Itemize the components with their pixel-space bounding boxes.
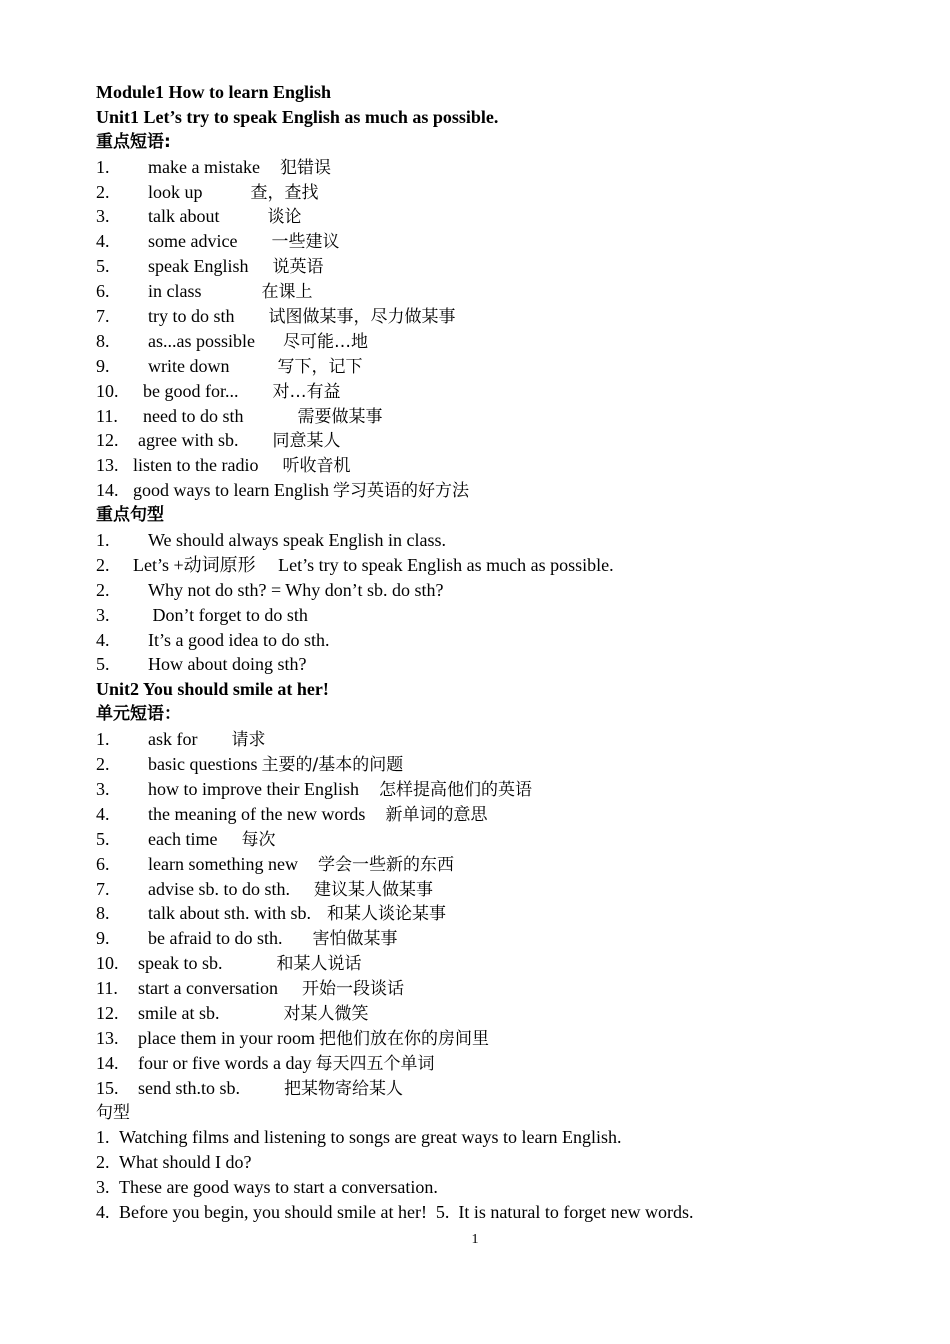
phrase-chinese: 在课上 [261,282,313,303]
unit2-sentences-heading: 句型 [96,1102,130,1123]
phrase-english: place them in your room [138,1027,315,1048]
phrase-english: each time [148,828,218,849]
phrase-chinese: 听收音机 [282,456,351,477]
sentence-item [96,1125,876,1150]
phrase-number: 6. [96,281,110,302]
sentence-text: Watching films and listening to songs are great ways to learn English. [119,1127,622,1148]
phrase-item [96,428,876,453]
sentence-text: How about doing sth? [148,654,307,675]
phrase-chinese: 试图做某事，尽力做某事 [268,307,456,328]
phrase-number: 5. [96,828,110,849]
phrase-chinese: 谈论 [267,207,302,228]
phrase-english: ask for [148,729,198,750]
sentence-number: 2. [96,1152,110,1173]
phrase-number: 3. [96,206,110,227]
sentence-item [96,528,876,553]
phrase-item [96,329,876,354]
phrase-number: 8. [96,903,110,924]
phrase-english: listen to the radio [133,455,259,476]
phrase-number: 12. [96,1002,119,1023]
sentence-number: 2. [96,554,110,575]
phrase-item [96,802,876,827]
phrase-english: as...as possible [148,330,255,351]
sentence-text: Don’t forget to do sth [148,604,308,625]
phrase-english: learn something new [148,853,298,874]
phrase-english: speak to sb. [138,953,223,974]
phrase-item [96,1026,876,1051]
phrase-chinese: 把某物寄给某人 [284,1078,404,1099]
sentence-text: We should always speak English in class. [148,530,447,551]
phrase-item [96,155,876,180]
phrase-number: 1. [96,729,110,750]
unit2-phrase-list [96,727,876,1100]
phrase-chinese: 开始一段谈话 [301,979,404,1000]
phrase-chinese: 犯错误 [279,157,331,178]
phrase-item [96,180,876,205]
phrase-english: try to do sth [148,306,235,327]
unit1-phrase-list [96,155,876,503]
phrase-chinese: 学习英语的好方法 [332,481,469,502]
phrase-number: 3. [96,778,110,799]
phrase-chinese: 和某人说话 [276,954,362,975]
phrase-item [96,752,876,777]
phrase-chinese: 建议某人做某事 [314,879,433,900]
phrase-item [96,727,876,752]
phrase-number: 10. [96,380,119,401]
phrase-chinese: 查，查找 [250,182,319,203]
phrase-chinese: 需要做某事 [297,406,383,427]
phrase-english: good ways to learn English [133,480,329,501]
phrase-item [96,777,876,802]
sentence-item [96,652,876,677]
sentence-item [96,628,876,653]
phrase-english: write down [148,355,230,376]
phrase-english: agree with sb. [138,430,239,451]
phrase-item [96,827,876,852]
sentence-item [96,1200,876,1225]
phrase-number: 14. [96,480,119,501]
phrase-chinese: 说英语 [272,257,324,278]
phrase-number: 13. [96,455,119,476]
phrase-english: speak English [148,256,249,277]
phrase-chinese: 和某人谈论某事 [327,904,446,925]
phrase-english: advise sb. to do sth. [148,878,290,899]
phrase-chinese: 学会一些新的东西 [317,854,454,875]
phrase-item [96,379,876,404]
sentence-number: 1. [96,1127,110,1148]
phrase-number: 14. [96,1052,119,1073]
unit1-title: Unit1 Let’s try to speak English as much as possible. [96,106,499,127]
unit1-sentence-list [96,528,876,677]
module-title: Module1 How to learn English [96,82,332,102]
phrase-item [96,229,876,254]
phrase-number: 6. [96,853,110,874]
phrase-english: in class [148,281,202,302]
phrase-number: 2. [96,181,110,202]
phrase-item [96,976,876,1001]
sentence-number: 5. [96,654,110,675]
document-content [96,80,876,1225]
phrase-english: send sth.to sb. [138,1077,241,1098]
phrase-number: 5. [96,256,110,277]
phrase-chinese: 同意某人 [272,431,341,452]
phrase-item [96,1001,876,1026]
sentence-number: 3. [96,1177,110,1198]
phrase-item [96,877,876,902]
unit2-phrases-heading: 单元短语： [96,704,181,725]
phrase-english: four or five words a day [138,1052,312,1073]
phrase-chinese: 对…有益 [272,381,341,402]
phrase-english: be afraid to do sth. [148,928,283,949]
phrase-item [96,852,876,877]
phrase-item [96,404,876,429]
phrase-chinese: 每天四五个单词 [315,1053,435,1074]
phrase-chinese: 请求 [231,730,266,751]
phrase-english: start a conversation [138,978,278,999]
phrase-item [96,1076,876,1101]
page-number: 1 [471,1232,479,1247]
phrase-item [96,453,876,478]
phrase-number: 4. [96,803,110,824]
phrase-number: 13. [96,1027,119,1048]
phrase-item [96,478,876,503]
phrase-number: 11. [96,978,118,999]
phrase-item [96,901,876,926]
phrase-item [96,354,876,379]
sentence-number: 2. [96,579,110,600]
phrase-chinese: 尽可能…地 [283,331,368,352]
phrase-english: smile at sb. [138,1002,220,1023]
phrase-english: look up [148,181,203,202]
sentence-item [96,578,876,603]
unit2-title: Unit2 You should smile at her! [96,679,329,700]
phrase-chinese: 对某人微笑 [283,1003,369,1024]
phrase-chinese: 怎样提高他们的英语 [378,779,532,800]
phrase-english: basic questions [148,754,258,775]
phrase-number: 2. [96,754,110,775]
phrase-number: 9. [96,928,110,949]
phrase-item [96,926,876,951]
sentence-item [96,1175,876,1200]
sentence-number: 4. [96,1202,110,1223]
phrase-english: talk about [148,206,220,227]
phrase-number: 8. [96,330,110,351]
phrase-item [96,304,876,329]
phrase-number: 7. [96,306,110,327]
phrase-number: 10. [96,953,119,974]
phrase-number: 9. [96,355,110,376]
unit1-phrases-heading: 重点短语: [96,131,171,152]
phrase-number: 15. [96,1077,119,1098]
sentence-text: What should I do? [119,1152,252,1173]
phrase-chinese: 写下，记下 [277,356,363,377]
phrase-number: 4. [96,231,110,252]
sentence-number: 4. [96,629,110,650]
sentence-item [96,603,876,628]
sentence-item [96,1150,876,1175]
phrase-english: some advice [148,231,238,252]
phrase-chinese: 新单词的意思 [385,804,488,825]
phrase-item [96,1051,876,1076]
phrase-chinese: 每次 [241,829,276,850]
phrase-item [96,951,876,976]
sentence-number: 3. [96,604,110,625]
unit2-sentence-list [96,1125,876,1225]
phrase-item [96,279,876,304]
phrase-chinese: 害怕做某事 [312,929,398,950]
sentence-text: It’s a good idea to do sth. [148,629,330,650]
phrase-number: 11. [96,405,118,426]
phrase-chinese: 主要的/基本的问题 [261,755,404,776]
phrase-english: need to do sth [143,405,244,426]
phrase-number: 12. [96,430,119,451]
sentence-number: 1. [96,530,110,551]
sentence-text: Before you begin, you should smile at her! 5. It is natural to forget new words. [119,1202,694,1223]
phrase-number: 1. [96,156,110,177]
phrase-item [96,204,876,229]
sentence-text: Let’s +动词原形 Let’s try to speak English as much as possible. [133,554,614,575]
sentence-text: These are good ways to start a conversation. [119,1177,438,1198]
phrase-chinese: 一些建议 [271,232,340,253]
phrase-english: the meaning of the new words [148,803,366,824]
phrase-chinese: 把他们放在你的房间里 [318,1028,489,1049]
phrase-english: how to improve their English [148,778,359,799]
phrase-number: 7. [96,878,110,899]
phrase-english: make a mistake [148,156,260,177]
sentence-item [96,553,876,578]
sentence-text: Why not do sth? = Why don’t sb. do sth? [148,579,444,600]
phrase-english: talk about sth. with sb. [148,903,311,924]
phrase-english: be good for... [143,380,239,401]
unit1-sentences-heading: 重点句型 [96,505,164,526]
phrase-item [96,254,876,279]
